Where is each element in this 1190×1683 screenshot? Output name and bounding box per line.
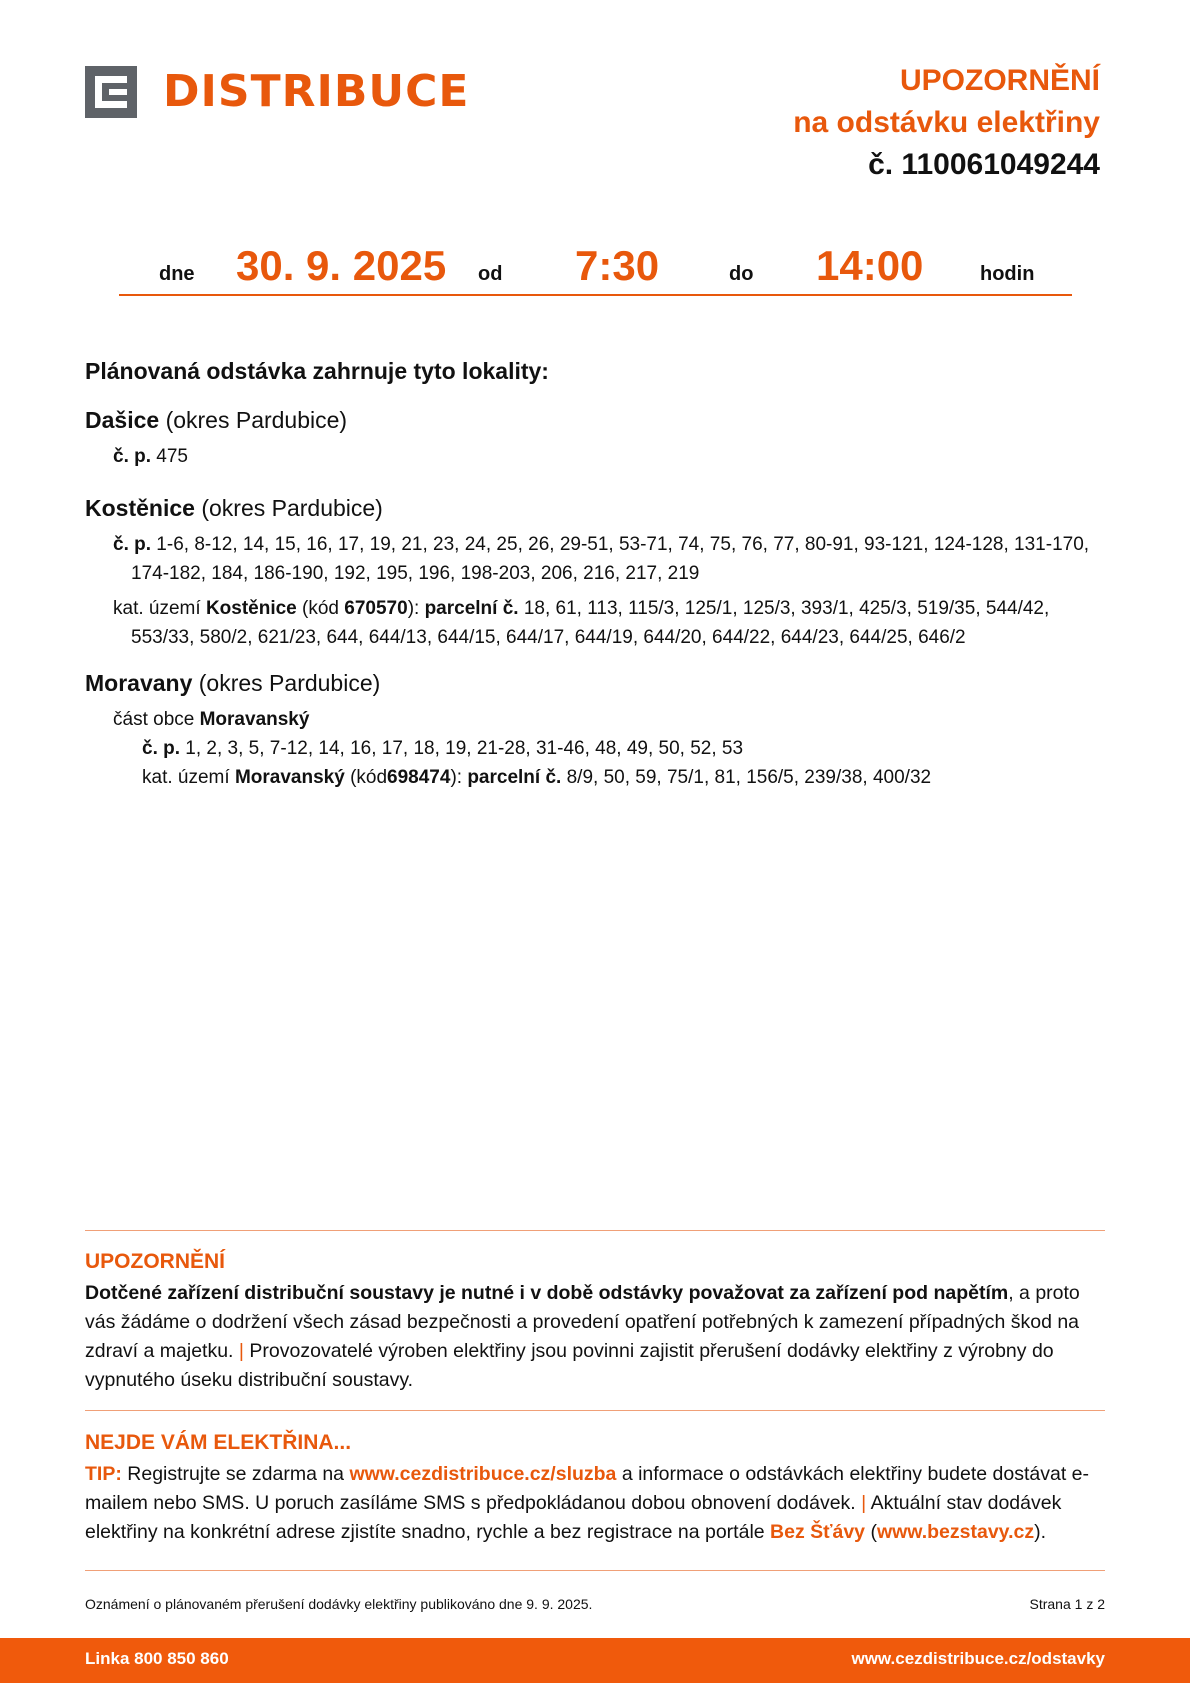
outage-date-row: [119, 236, 1072, 296]
warning-title: UPOZORNĚNÍ: [85, 1250, 226, 1273]
locations-heading: Plánovaná odstávka zahrnuje tyto lokality:: [85, 358, 549, 384]
logo-text: DISTRIBUCE: [163, 66, 470, 117]
bez-stavy-brand: Bez Šťávy: [770, 1521, 866, 1543]
location-moravany: [85, 670, 1105, 697]
location-district: (okres Pardubice): [201, 495, 383, 521]
logo-mark-icon: [85, 66, 137, 118]
footer-bar: [0, 1638, 1190, 1683]
divider: [85, 1230, 1105, 1231]
location-district: (okres Pardubice): [165, 407, 348, 433]
municipality-part: část obce Moravanský: [113, 709, 310, 730]
company-logo: [85, 66, 469, 118]
location-dasice: [85, 407, 1105, 434]
registration-link[interactable]: www.cezdistribuce.cz/sluzba: [349, 1463, 617, 1485]
location-district: (okres Pardubice): [198, 670, 381, 696]
house-numbers: č. p. 1-6, 8-12, 14, 15, 16, 17, 19, 21, 23, 24, 25, 26, 29-51, 53-71, 74, 75, 76, 77, 80-91, 93-121, 124-128, 131-170, 174-182, 184, 186-190, 192, 195, 196, 198-203, 206, 216, 217, 219: [113, 534, 1090, 584]
outage-date: 30. 9. 2025: [236, 242, 447, 289]
hours-label: hodin: [980, 263, 1035, 285]
notice-subtitle: na odstávku elektřiny: [793, 106, 1100, 139]
notice-number: č. 110061049244: [868, 148, 1100, 181]
outage-end-time: 14:00: [816, 242, 924, 289]
location-kostenice: [85, 495, 1105, 522]
tip-box: [85, 1428, 1105, 1547]
divider: [85, 1570, 1105, 1571]
tip-text: TIP: Registrujte se zdarma na www.cezdistribuce.cz/sluzba a informace o odstávkách elektřiny budete dostávat e-mailem nebo SMS. U poruch zasíláme SMS s předpokládanou dobou obnovení dodávek. | Aktuální stav dodávek elektřiny na konkrétní adrese zjistíte snadno, rychle a bez registrace na portále Bez Šťávy (www.bezstavy.cz).: [85, 1463, 1090, 1543]
hotline[interactable]: Linka 800 850 860: [85, 1649, 229, 1668]
outage-start-time: 7:30: [575, 242, 660, 289]
bezstavy-link[interactable]: www.bezstavy.cz: [876, 1521, 1035, 1543]
warning-text: Dotčené zařízení distribuční soustavy je nutné i v době odstávky považovat za zařízení pod napětím, a proto vás žádáme o dodržení všech zásad bezpečnosti a provedení opatření potřebných k zamezení případných škod na zdraví a majetku. | Provozovatelé výroben elektřiny jsou povinni zajistit přerušení dodávky elektřiny z výrobny do vypnutého úseku distribuční soustavy.: [85, 1282, 1080, 1391]
house-numbers: č. p. 1, 2, 3, 5, 7-12, 14, 16, 17, 18, 19, 21-28, 31-46, 48, 49, 50, 52, 53: [142, 738, 744, 759]
from-label: od: [478, 263, 503, 285]
locations-section: [85, 358, 1105, 792]
location-name: Kostěnice: [85, 495, 195, 521]
parcel-numbers: kat. území Moravanský (kód698474): parcelní č. 8/9, 50, 59, 75/1, 81, 156/5, 239/38, 400/32: [142, 767, 932, 788]
warning-box: [85, 1247, 1105, 1395]
divider: [85, 1410, 1105, 1411]
parcel-numbers: kat. území Kostěnice (kód 670570): parcelní č. 18, 61, 113, 115/3, 125/1, 125/3, 393/1, 425/3, 519/35, 544/42, 553/33, 580/2, 621/23, 644, 644/13, 644/15, 644/17, 644/19, 644/20, 644/22, 644/23, 644/25, 646/2: [113, 598, 1050, 648]
outages-url[interactable]: www.cezdistribuce.cz/odstavky: [851, 1649, 1105, 1668]
date-label: dne: [159, 263, 195, 285]
tip-title: NEJDE VÁM ELEKTŘINA...: [85, 1431, 352, 1454]
notice-title: UPOZORNĚNÍ: [899, 64, 1100, 97]
house-numbers: č. p. 475: [113, 446, 188, 467]
location-name: Dašice: [85, 407, 160, 433]
location-name: Moravany: [85, 670, 193, 696]
notice-header: [793, 60, 1100, 186]
publication-note: Oznámení o plánovaném přerušení dodávky elektřiny publikováno dne 9. 9. 2025.: [85, 1596, 593, 1612]
page-number: Strana 1 z 2: [1029, 1596, 1105, 1612]
to-label: do: [729, 263, 754, 285]
